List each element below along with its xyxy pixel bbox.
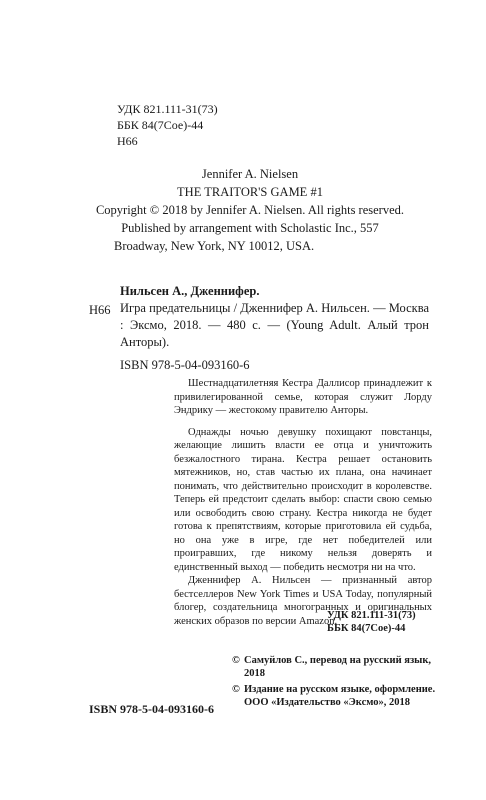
original-author: Jennifer A. Nielsen [201,167,299,181]
bibliographic-record [89,283,429,374]
annotation-paragraph-1: Шестнадцатилетняя Кестра Даллисор принадлежит к привилегированной семье, которая служит Лорду Эндрику — жестокому правителю Анторы. [174,378,432,416]
bib-isbn: ISBN 978-5-04-093160-6 [120,358,250,372]
bib-cutter: Н66 [89,303,111,317]
bbk-code-bottom: ББК 84(7Сое)-44 [327,623,406,634]
edition-rights [232,684,446,709]
published-line-1: Published by arrangement with Scholastic Inc., 557 [121,221,379,235]
copyright-symbol: © [232,684,240,695]
annotation [174,377,432,628]
original-title: THE TRAITOR'S GAME #1 [177,185,323,199]
udk-code: УДК 821.111-31(73) [117,102,218,116]
isbn-bottom: ISBN 978-5-04-093160-6 [89,702,214,716]
translation-rights [232,655,446,680]
bbk-code: ББК 84(7Сое)-44 [117,118,204,132]
published-line-2: Broadway, New York, NY 10012, USA. [114,239,315,253]
udk-code-bottom: УДК 821.111-31(73) [327,610,416,621]
copyright-symbol: © [232,655,240,666]
cutter-code: Н66 [117,134,138,148]
copyright-line: Copyright © 2018 by Jennifer A. Nielsen. All rights reserved. [95,203,405,217]
catalog-codes-bottom [327,609,416,635]
original-edition-info [60,165,440,255]
annotation-paragraph-2: Однажды ночью девушку похищают повстанцы, желающие лишить власти ее отца и уничтожить безжалостного тирана. Кестра решает остановить мятежников, но, став частью их плана, она начинает понимать, что действительно происходит в королевстве. Теперь ей предстоит сделать выбор: спасти свою семью или освободить свою страну. Кестра никогда не будет готова к препятствиям, которые приготовила ей судьба, но она уже в игре, где нет победителей или проигравших, где никому нельзя доверять и единственный выход — победить несмотря ни на что. [174,426,432,573]
bib-description: Игра предательницы / Дженнифер А. Нильсен. — Москва : Эксмо, 2018. — 480 с. — (Young Adult. Алый трон Анторы). [120,301,429,349]
translation-rights-text: Самуйлов С., перевод на русский язык, 2018 [244,655,432,679]
bib-author: Нильсен А., Дженнифер. [120,284,260,298]
rights-notices [232,655,446,709]
annotation-paragraph-3: Дженнифер А. Нильсен — признанный автор бестселлеров New York Times и USA Today, популярный блогер, создательница многогранных и оригинальных женских образов по версии Amazon. [174,575,432,627]
edition-rights-text: Издание на русском языке, оформление. ООО «Издательство «Эксмо», 2018 [244,684,436,708]
catalog-codes [117,101,218,149]
